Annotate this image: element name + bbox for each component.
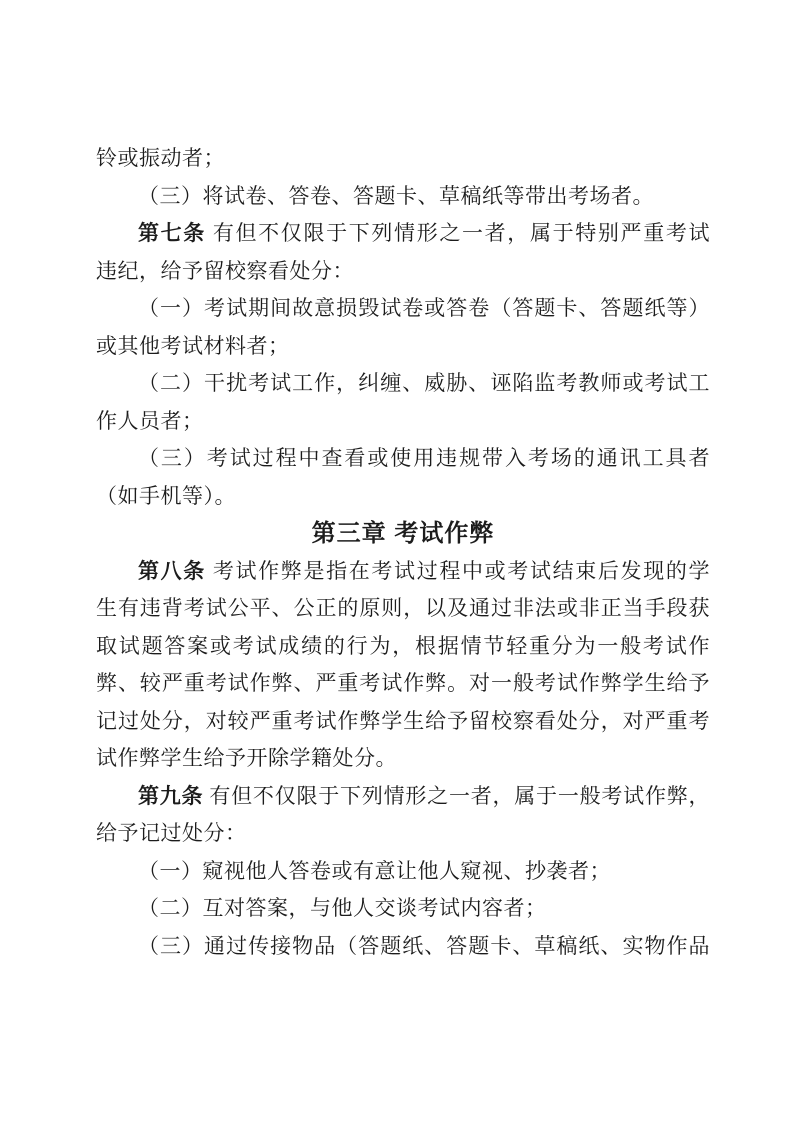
text-line: [96, 365, 710, 403]
chapter-heading: [96, 515, 710, 553]
text-line: [96, 140, 710, 178]
line-text: （一）窥视他人答卷或有意让他人窥视、抄袭者；: [138, 858, 611, 883]
text-line: [96, 703, 710, 741]
text-line: [96, 215, 710, 253]
text-line: [96, 178, 710, 216]
line-text: 或其他考试材料者；: [96, 333, 290, 358]
text-line: [96, 740, 710, 778]
line-text: （如手机等）。: [96, 483, 236, 508]
line-text: （三）将试卷、答卷、答题卡、草稿纸等带出考场者。: [138, 183, 654, 208]
line-text: （二）互对答案，与他人交谈考试内容者；: [138, 896, 547, 920]
line-text: 弊、较严重考试作弊、严重考试作弊。对一般考试作弊学生给予: [96, 671, 710, 695]
line-text: 违纪，给予留校察看处分：: [96, 258, 354, 283]
line-text: 给予记过处分：: [96, 821, 247, 845]
line-text: 试作弊学生给予开除学籍处分。: [96, 746, 397, 770]
text-line: [96, 478, 710, 516]
text-line: [96, 253, 710, 291]
line-text: （三）通过传接物品（答题纸、答题卡、草稿纸、实物作品: [138, 933, 710, 958]
line-text: 记过处分，对较严重考试作弊学生给予留校察看处分，对严重考: [96, 708, 710, 733]
article-number: 第七条: [138, 221, 206, 245]
line-text: （一）考试期间故意损毁试卷或答卷（答题卡、答题纸等）: [138, 296, 710, 320]
line-text: 有但不仅限于下列情形之一者，属于一般考试作弊，: [203, 783, 711, 808]
line-text: （三）考试过程中查看或使用违规带入考场的通讯工具者: [138, 446, 710, 470]
line-text: 考试作弊是指在考试过程中或考试结束后发现的学: [205, 558, 711, 583]
line-text: 作人员者；: [96, 408, 204, 433]
text-line: [96, 290, 710, 328]
text-line: [96, 628, 710, 666]
text-line: [96, 590, 710, 628]
article-number: 第九条: [138, 783, 204, 808]
text-line: [96, 328, 710, 366]
text-line: [96, 778, 710, 816]
line-text: 有但不仅限于下列情形之一者，属于特别严重考试: [205, 221, 711, 245]
text-line: [96, 928, 710, 966]
document-body: [96, 140, 710, 965]
text-line: [96, 553, 710, 591]
text-line: [96, 665, 710, 703]
line-text: 取试题答案或考试成绩的行为，根据情节轻重分为一般考试作: [96, 633, 710, 658]
text-line: [96, 403, 710, 441]
text-line: [96, 853, 710, 891]
article-number: 第八条: [138, 558, 206, 583]
line-text: 生有违背考试公平、公正的原则，以及通过非法或非正当手段获: [96, 596, 710, 620]
text-line: [96, 890, 710, 928]
line-text: （二）干扰考试工作，纠缠、威胁、诬陷监考教师或考试工: [138, 371, 710, 395]
text-line: [96, 815, 710, 853]
line-text: 第三章 考试作弊: [311, 520, 495, 547]
text-line: [96, 440, 710, 478]
line-text: 铃或振动者；: [96, 146, 225, 170]
